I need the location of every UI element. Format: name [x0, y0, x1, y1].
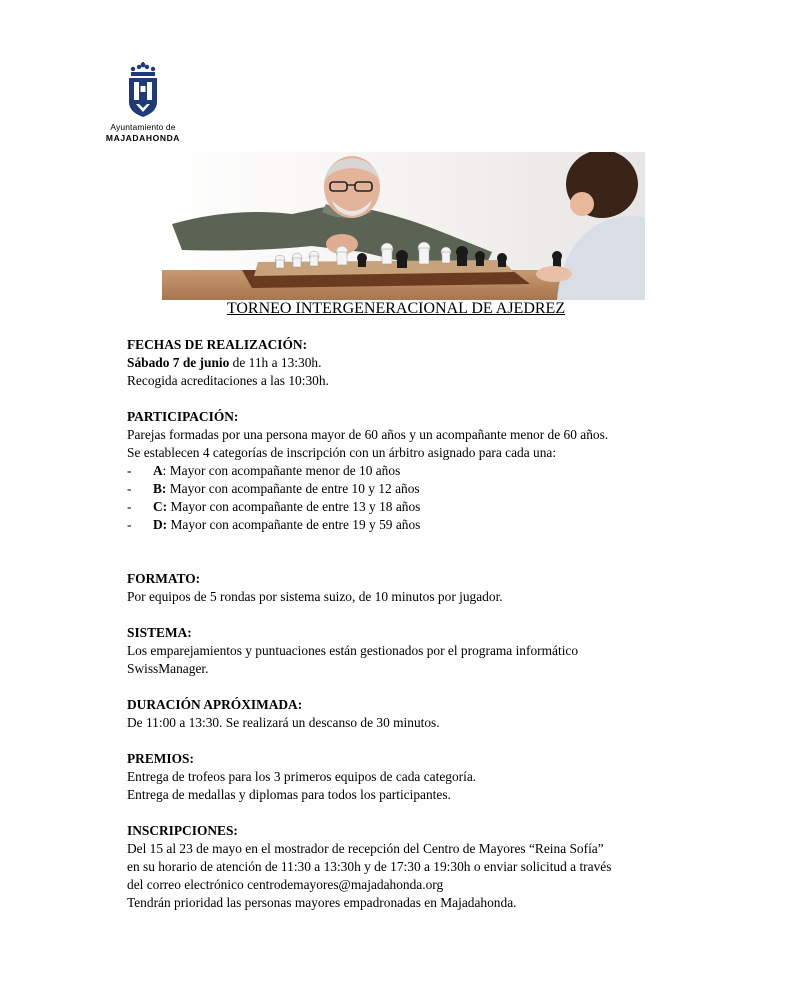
section-sistema	[127, 624, 687, 678]
premios-line-2: Entrega de medallas y diplomas para todos los participantes.	[127, 787, 451, 802]
category-text: Mayor con acompañante de entre 19 y 59 años	[167, 517, 421, 532]
category-item	[127, 498, 687, 516]
sistema-line-1: Los emparejamientos y puntuaciones están gestionados por el programa informático	[127, 643, 579, 658]
logo-text-ayuntamiento: Ayuntamiento de	[110, 122, 176, 132]
chess-photo	[162, 152, 645, 300]
category-text: Mayor con acompañante de entre 13 y 18 años	[167, 499, 421, 514]
category-code: B:	[153, 481, 167, 496]
logo-text-majadahonda: MAJADAHONDA	[105, 133, 181, 143]
chess-players-image	[162, 152, 645, 300]
section-fechas	[127, 336, 687, 390]
ayuntamiento-logo	[102, 62, 184, 146]
section-premios	[127, 750, 687, 804]
category-text: : Mayor con acompañante menor de 10 años	[162, 463, 401, 478]
inscripciones-line-2: en su horario de atención de 11:30 a 13:30h y de 17:30 a 19:30h o enviar solicitud a través	[127, 859, 612, 874]
date-time: de 11h a 13:30h.	[229, 355, 322, 370]
section-formato	[127, 570, 687, 606]
inscripciones-line-1: Del 15 al 23 de mayo en el mostrador de recepción del Centro de Mayores “Reina Sofía”	[127, 841, 604, 856]
page-title: TORNEO INTERGENERACIONAL DE AJEDREZ	[226, 300, 566, 317]
category-item	[127, 462, 687, 480]
date-bold: Sábado 7 de junio	[127, 355, 230, 370]
section-participacion	[127, 408, 687, 534]
heading-formato: FORMATO:	[127, 571, 201, 586]
coat-of-arms-icon	[123, 62, 163, 118]
sistema-line-2: SwissManager.	[127, 661, 209, 676]
category-text: Mayor con acompañante de entre 10 y 12 años	[166, 481, 420, 496]
acreditaciones-line: Recogida acreditaciones a las 10:30h.	[127, 373, 329, 388]
heading-participacion: PARTICIPACIÓN:	[127, 409, 239, 424]
section-duracion	[127, 696, 687, 732]
heading-sistema: SISTEMA:	[127, 625, 192, 640]
category-code: C:	[153, 499, 168, 514]
heading-duracion: DURACIÓN APRÓXIMADA:	[127, 697, 303, 712]
date-line	[127, 354, 687, 372]
list-dash: -	[127, 517, 132, 532]
category-code: A	[153, 463, 163, 478]
duracion-text: De 11:00 a 13:30. Se realizará un descanso de 30 minutos.	[127, 715, 440, 730]
section-inscripciones	[127, 822, 687, 912]
category-item	[127, 516, 687, 534]
category-item	[127, 480, 687, 498]
inscripciones-line-4: Tendrán prioridad las personas mayores empadronadas en Majadahonda.	[127, 895, 517, 910]
formato-text: Por equipos de 5 rondas por sistema suizo, de 10 minutos por jugador.	[127, 589, 503, 604]
list-dash: -	[127, 463, 132, 478]
participacion-line-1: Parejas formadas por una persona mayor de 60 años y un acompañante menor de 60 años.	[127, 427, 609, 442]
category-code: D:	[153, 517, 168, 532]
document-body	[127, 336, 687, 912]
premios-line-1: Entrega de trofeos para los 3 primeros equipos de cada categoría.	[127, 769, 477, 784]
heading-premios: PREMIOS:	[127, 751, 194, 766]
heading-fechas: FECHAS DE REALIZACIÓN:	[127, 337, 308, 352]
heading-inscripciones: INSCRIPCIONES:	[127, 823, 238, 838]
list-dash: -	[127, 481, 132, 496]
participacion-line-2: Se establecen 4 categorías de inscripción con un árbitro asignado para cada una:	[127, 445, 557, 460]
inscripciones-line-3: del correo electrónico centrodemayores@majadahonda.org	[127, 877, 444, 892]
list-dash: -	[127, 499, 132, 514]
